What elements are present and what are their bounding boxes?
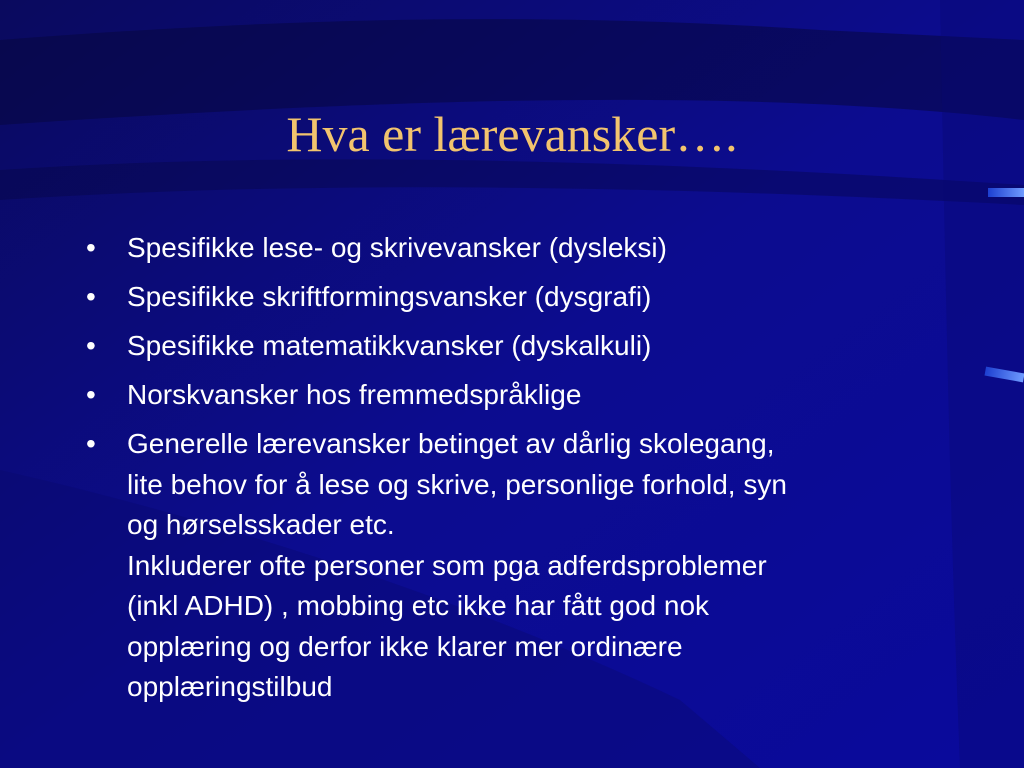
bullet-item — [84, 228, 954, 269]
bullet-icon: • — [86, 281, 96, 312]
bullet-icon: • — [86, 232, 96, 263]
bullet-item — [84, 277, 954, 318]
bullet-item — [84, 326, 954, 367]
bullet-text-line: Generelle lærevansker betinget av dårlig skolegang, — [127, 428, 775, 459]
bullet-text-line: Inkluderer ofte personer som pga adferdsproblemer — [127, 549, 767, 581]
bullet-text-line: (inkl ADHD) , mobbing etc ikke har fått god nok — [127, 590, 710, 621]
bullet-text-line: Spesifikke skriftformingsvansker (dysgrafi) — [127, 281, 652, 312]
bullet-text-line: Spesifikke lese- og skrivevansker (dysleksi) — [127, 232, 667, 263]
bullet-item — [84, 424, 954, 708]
bullet-text-line: lite behov for å lese og skrive, personlige forhold, syn — [127, 468, 787, 500]
bullet-icon: • — [86, 428, 96, 459]
bullet-icon: • — [86, 379, 96, 410]
bullet-text-line: Norskvansker hos fremmedspråklige — [127, 379, 582, 410]
bullet-text-line: opplæring og derfor ikke klarer mer ordinære — [127, 630, 683, 662]
bullet-text-line: Spesifikke matematikkvansker (dyskalkuli) — [127, 330, 652, 361]
bullet-item — [84, 375, 954, 416]
bullet-icon: • — [86, 330, 96, 361]
bullet-list — [84, 228, 954, 716]
slide-title: Hva er lærevansker…. — [286, 106, 738, 162]
bullet-text-line: opplæringstilbud — [127, 671, 333, 702]
decorative-bar-1 — [988, 188, 1024, 197]
bullet-text-line: og hørselsskader etc. — [127, 509, 395, 540]
